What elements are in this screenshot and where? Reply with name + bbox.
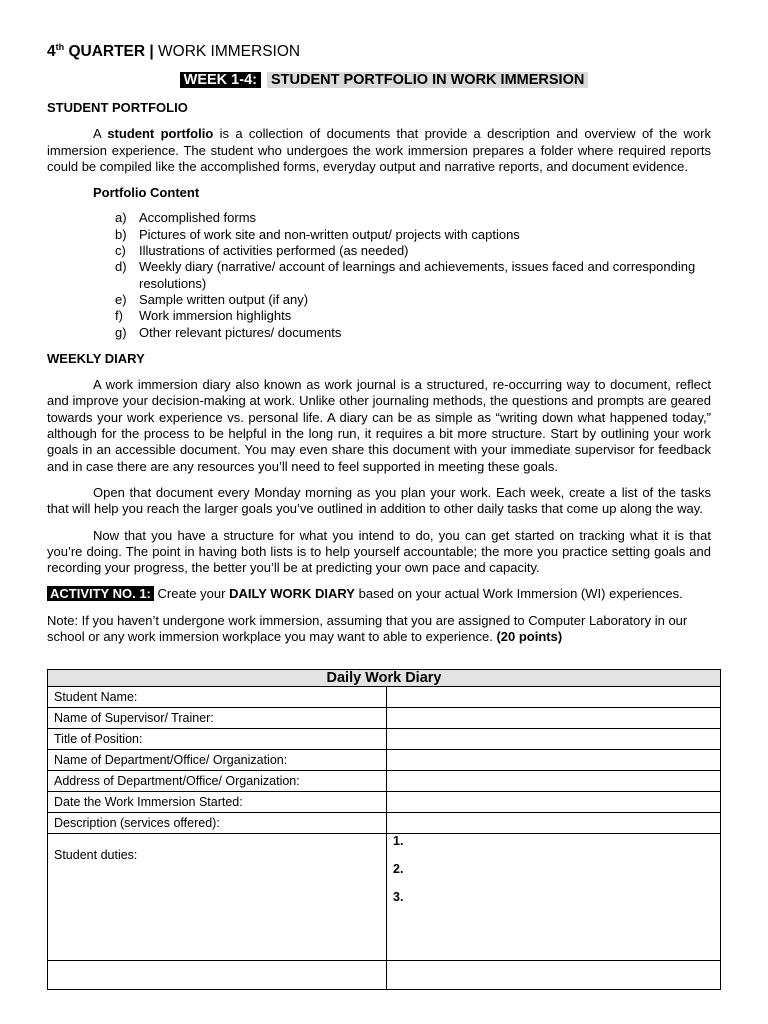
duty-number: 2. — [393, 862, 404, 876]
department-address-field[interactable] — [387, 771, 721, 792]
list-item-text: Weekly diary (narrative/ account of learnings and achievements, issues faced and corresponding resolutions) — [139, 259, 696, 291]
subject-title: WORK IMMERSION — [158, 43, 301, 61]
weekly-paragraph-2: Open that document every Monday morning as you plan your work. Each week, create a list of the tasks that will help you reach the larger goals you’ve outlined in addition to other daily tasks that come up along the way. — [47, 484, 711, 517]
quarter-number: 4 — [47, 43, 56, 61]
list-item-text: Pictures of work site and non-written output/ projects with captions — [139, 226, 520, 242]
table-row — [48, 792, 721, 813]
intro-bold-term: student portfolio — [107, 126, 214, 142]
row-label: Date the Work Immersion Started: — [48, 792, 387, 813]
department-name-field[interactable] — [387, 750, 721, 771]
empty-cell[interactable] — [387, 961, 721, 990]
quarter-header — [47, 42, 300, 61]
row-label: Name of Department/Office/ Organization: — [48, 750, 387, 771]
quarter-suffix: th — [55, 42, 65, 52]
quarter-word: QUARTER | — [68, 43, 154, 61]
row-label: Student duties: — [48, 834, 387, 961]
list-marker: e) — [115, 291, 127, 307]
start-date-field[interactable] — [387, 792, 721, 813]
list-item — [115, 259, 711, 292]
points-label: (20 points) — [496, 629, 563, 645]
row-label: Student Name: — [48, 687, 387, 708]
activity-note — [47, 613, 711, 646]
list-marker: a) — [115, 210, 127, 226]
empty-cell[interactable] — [48, 961, 387, 990]
week-title: STUDENT PORTFOLIO IN WORK IMMERSION — [267, 72, 588, 88]
week-banner — [0, 72, 768, 88]
list-item — [115, 292, 711, 308]
portfolio-intro — [47, 126, 711, 175]
portfolio-heading: STUDENT PORTFOLIO — [47, 100, 188, 115]
duty-number: 1. — [393, 834, 404, 848]
activity-instruction — [47, 586, 711, 602]
weekly-paragraph-1: A work immersion diary also known as work journal is a structured, re-occurring way to document, reflect and improve your decision-making at work. Unlike other journaling methods, the questions and prompts are geared towards your work experience vs. personal life. A diary can be as simple as “writing down what happened today,” although for the process to be helpful in the long run, it requires a bit more structure. Start by outlining your work goals in an accessible document. You may even share this document with your immediate supervisor for feedback and in case there are any resources you’ll need to feel supported in meeting these goals. — [47, 377, 711, 474]
table-row — [48, 961, 721, 990]
weekly-diary-heading: WEEKLY DIARY — [47, 350, 145, 366]
week-tag: WEEK 1-4: — [180, 72, 261, 88]
student-duties-field[interactable] — [387, 834, 721, 961]
daily-work-diary-table — [47, 669, 721, 990]
table-row — [48, 750, 721, 771]
activity-tag: ACTIVITY NO. 1: — [47, 586, 154, 601]
student-name-field[interactable] — [387, 687, 721, 708]
list-marker: c) — [115, 243, 126, 259]
supervisor-field[interactable] — [387, 708, 721, 729]
row-label: Description (services offered): — [48, 813, 387, 834]
table-row — [48, 708, 721, 729]
description-field[interactable] — [387, 813, 721, 834]
intro-rest: is a collection of documents that provide a description and overview of the work immersion experience. The student who undergoes the work immersion prepares a folder where required reports could be compiled like the accomplished forms, everyday output and narrative reports, and document evidence. — [47, 126, 711, 174]
table-row — [48, 813, 721, 834]
list-item-text: Illustrations of activities performed (as needed) — [139, 243, 409, 259]
list-marker: d) — [115, 259, 127, 275]
list-item — [115, 308, 711, 324]
diary-title: Daily Work Diary — [48, 670, 721, 687]
activity-post: based on your actual Work Immersion (WI) experiences. — [358, 586, 683, 602]
table-row — [48, 729, 721, 750]
activity-pre: Create your — [157, 586, 226, 602]
intro-a: A — [93, 126, 101, 142]
list-marker: g) — [115, 324, 127, 340]
list-item-text: Other relevant pictures/ documents — [139, 324, 342, 340]
document-body — [47, 100, 711, 645]
list-marker: f) — [115, 308, 123, 324]
list-item-text: Sample written output (if any) — [139, 291, 309, 307]
table-row — [48, 687, 721, 708]
list-item — [115, 325, 711, 341]
table-row — [48, 771, 721, 792]
note-text: Note: If you haven’t undergone work immersion, assuming that you are assigned to Computer Laboratory in our school or any work immersion workplace you may want to able to experience. — [47, 612, 688, 645]
list-item — [115, 210, 711, 226]
row-label: Title of Position: — [48, 729, 387, 750]
row-label: Address of Department/Office/ Organization: — [48, 771, 387, 792]
weekly-paragraph-3: Now that you have a structure for what you intend to do, you can get started on tracking what it is that you’re doing. The point in having both lists is to help yourself accountable; the more you practice setting goals and recording your progress, the better you’ll be at predicting your own pace and capacity. — [47, 527, 711, 576]
duty-number: 3. — [393, 890, 404, 904]
list-marker: b) — [115, 226, 127, 242]
row-label: Name of Supervisor/ Trainer: — [48, 708, 387, 729]
portfolio-content-heading: Portfolio Content — [93, 185, 200, 201]
portfolio-content-list — [47, 210, 711, 340]
table-row — [48, 834, 721, 961]
list-item — [115, 227, 711, 243]
list-item-text: Accomplished forms — [139, 210, 257, 226]
activity-bold: DAILY WORK DIARY — [229, 586, 355, 602]
list-item — [115, 243, 711, 259]
list-item-text: Work immersion highlights — [139, 308, 292, 324]
position-field[interactable] — [387, 729, 721, 750]
